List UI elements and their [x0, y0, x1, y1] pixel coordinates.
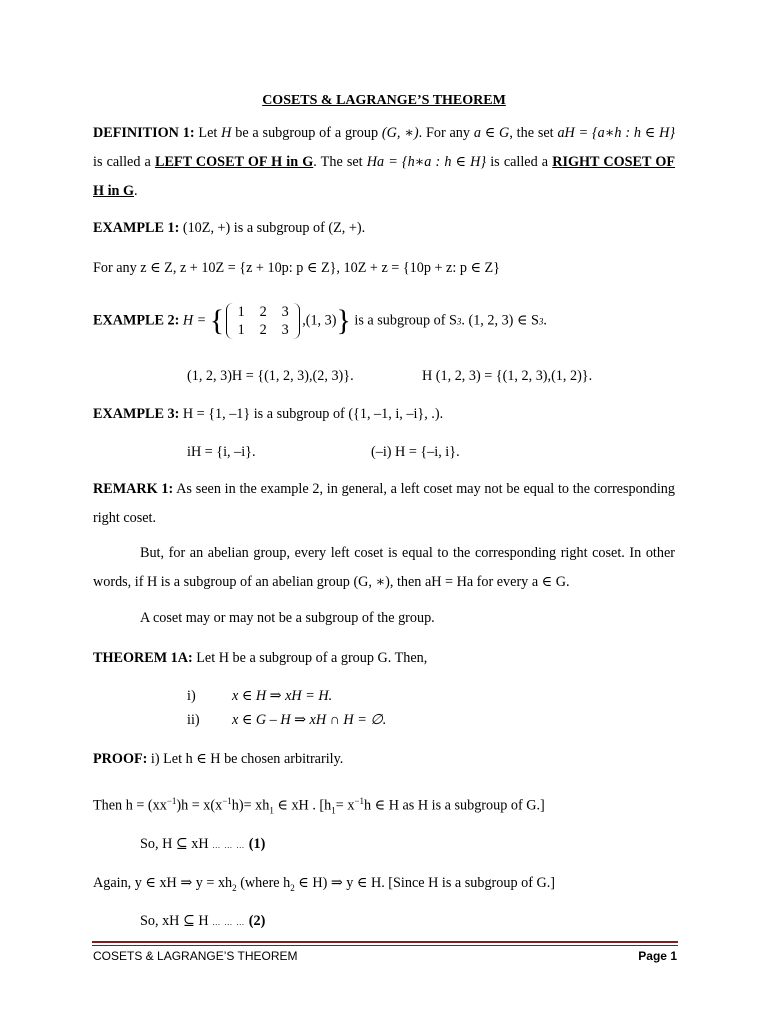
remark-1-para2: But, for an abelian group, every left coset is equal to the corresponding right coset. In other words, if H is a subgroup of an abelian group (G, ∗), then aH = Ha for every a ∈ G. — [93, 545, 675, 590]
close-brace: } — [336, 304, 351, 337]
remark-1-para3: A coset may or may not be a subgroup of the group. — [140, 610, 435, 626]
proof: PROOF: i) Let h ∈ H be chosen arbitrarily. — [93, 751, 344, 767]
example-3: EXAMPLE 3: H = {1, –1} is a subgroup of ({1, –1, i, –i}, .). — [93, 406, 444, 422]
example-2: EXAMPLE 2: H = { 1 2 3 1 2 3 ,(1, 3)} is a subgroup of S3. (1, 2, 3) ∈ S3. — [93, 304, 547, 338]
page-number: Page 1 — [638, 949, 677, 963]
example-1-line2: For any z ∈ Z, z + 10Z = {z + 10p: p ∈ Z}, 10Z + z = {10p + z: p ∈ Z} — [93, 260, 500, 276]
definition-1: DEFINITION 1: Let H be a subgroup of a group (G, ∗). For any a ∈ G, the set aH = {a∗h : h ∈ H} is called a LEFT COSET OF H in G. The set Ha = {h∗a : h ∈ H} is called a RIGHT COSET OF H in G. — [93, 125, 676, 199]
remark-1: REMARK 1: As seen in the example 2, in general, a left coset may not be equal to the corresponding right coset. — [93, 481, 675, 526]
open-brace: { — [209, 304, 225, 337]
footer-rule — [92, 941, 678, 943]
example-1: EXAMPLE 1: (10Z, +) is a subgroup of (Z, +). — [93, 220, 366, 236]
document-page: COSETS & LAGRANGE’S THEOREM DEFINITION 1: Let H be a subgroup of a group (G, ∗). For any a ∈ G, the set aH = {a∗h : h ∈ H} is called a LEFT COSET OF H in G. The set Ha = {h∗a : h ∈ H} is called a RIGHT COSET OF H in G. EXAMPLE 1: (10Z, +) is a subgroup of (Z, +). For any z ∈ Z, z + 10Z = {z + 10p: p ∈ Z}, 10Z + z = {10p + z: p ∈ Z} EXAMPLE 2: H = { 1 2 3 1 2 3 ,(1, 3)} is a subgroup of S3. (1, 2, 3) ∈ S3. (1, 2, 3)H = {(1, 2, 3),(2, 3)}. H (1, 2, 3) = {(1, 2, 3),(1, 2)}. EXAMPLE 3: H = {1, –1} is a subgroup of ({1, –1, i, –i}, .). iH = {i, –i}. (–i) H = {–i, i}. REMARK 1: As seen in the example 2, in general, a left coset may not be equal to the corresponding right coset. But, for an abelian group, every left coset is equal to the corresponding right coset. In other words, if H is a subgroup of an abelian group (G, ∗), then aH = Ha for every a ∈ G. A coset may or may not be a subgroup of the group. THEOREM 1A: Let H be a subgroup of a group G. Then, i) x ∈ H ⇒ xH = H. ii) x ∈ G – H ⇒ xH ∩ H = ∅. PROOF: i) Let h ∈ H be chosen arbitrarily. Then $h = (xx^{-1})h = x(x^{-1}h)= xh_1$ ∈ xH . [$h_1= x^{-1}h$ ∈ H as H is a subgroup of G.] So, H ⊆ xH … … … (1) Again, y ∈ xH ⇒ $y = xh_2$ (where $h_2$ ∈ H) ⇒ y ∈ H. [Since H is a subgroup of G.] So, xH ⊆ H … … … (2) COSETS & LAGRANGE’S THEOREM Page 1 — [0, 0, 768, 1024]
example-2-right-coset: H (1, 2, 3) = {(1, 2, 3),(1, 2)}. — [422, 368, 593, 384]
footer-title: COSETS & LAGRANGE’S THEOREM — [93, 949, 298, 963]
right-coset-term: RIGHT COSET OF H in G — [93, 154, 676, 199]
permutation-matrix: 1 2 3 1 2 3 — [226, 303, 300, 339]
footer-rule-thin — [92, 945, 678, 946]
proof-so1: So, H ⊆ xH … … … (1) — [140, 836, 266, 852]
proof-so2: So, xH ⊆ H … … … (2) — [140, 913, 266, 929]
theorem-1a: THEOREM 1A: Let H be a subgroup of a group G. Then, — [93, 650, 428, 666]
proof-line1: Then $h = (xx^{-1})h = x(x^{-1}h)= xh_1$ ∈ xH . [$h_1= x^{-1}h$ ∈ H as H is a subgroup of G.] — [93, 796, 545, 816]
example-2-left-coset: (1, 2, 3)H = {(1, 2, 3),(2, 3)}. — [187, 368, 354, 384]
proof-again: Again, y ∈ xH ⇒ $y = xh_2$ (where $h_2$ ∈ H) ⇒ y ∈ H. [Since H is a subgroup of G.] — [93, 875, 555, 893]
page-footer — [93, 949, 677, 963]
theorem-1a-item1: x ∈ H ⇒ xH = H. — [232, 688, 333, 704]
definition-label: DEFINITION 1: — [93, 125, 195, 141]
page-title: COSETS & LAGRANGE’S THEOREM — [262, 93, 506, 108]
left-coset-term: LEFT COSET OF H in G — [154, 154, 314, 170]
example-3-minus-iH: (–i) H = {–i, i}. — [371, 444, 460, 460]
theorem-1a-item2: x ∈ G – H ⇒ xH ∩ H = ∅. — [232, 712, 387, 728]
example-3-iH: iH = {i, –i}. — [187, 444, 256, 460]
